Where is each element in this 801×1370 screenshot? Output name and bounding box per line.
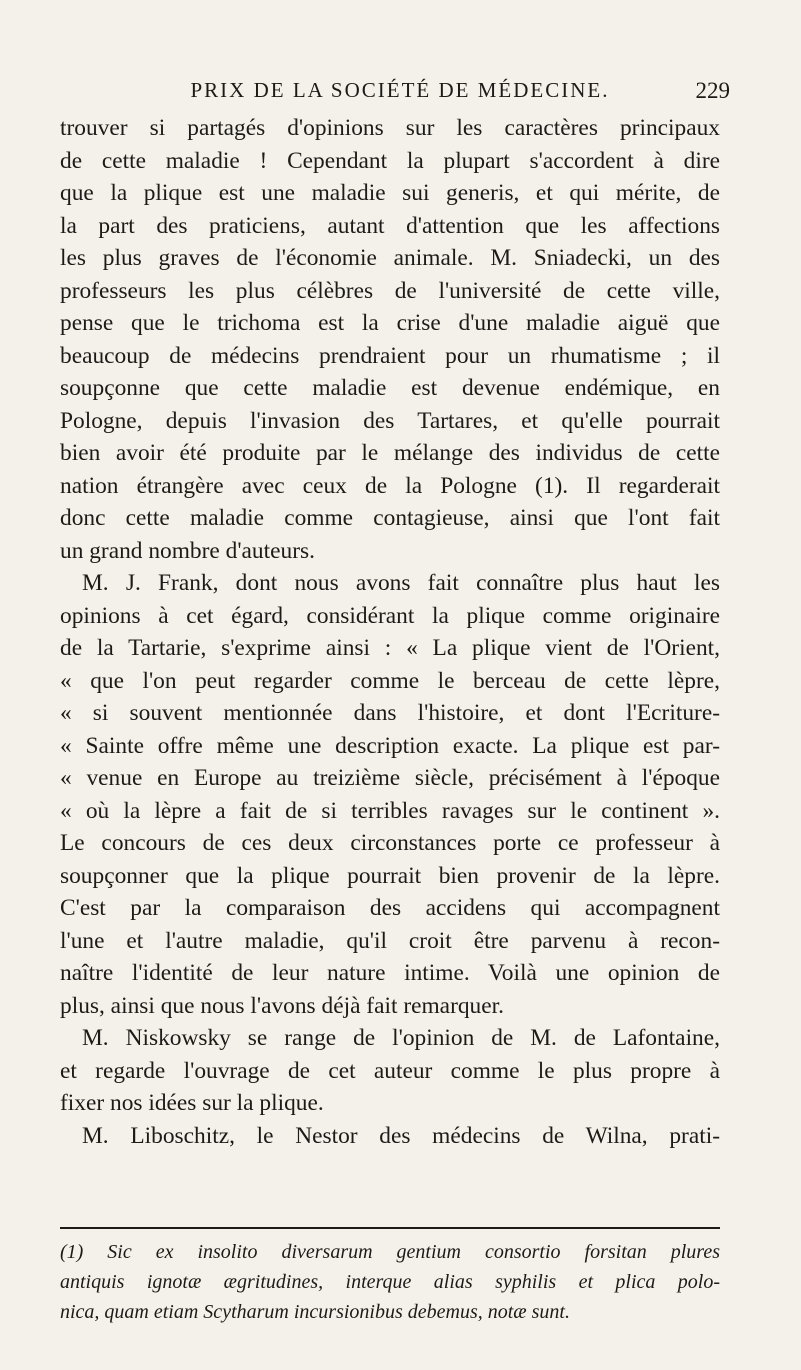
- text-line: Pologne, depuis l'invasion des Tartares, et qu'elle pourrait: [60, 407, 720, 434]
- text-line: que la plique est une maladie sui generis, et qui mérite, de: [60, 180, 720, 206]
- text-line: donc cette maladie comme contagieuse, ainsi que l'ont fait: [60, 505, 720, 531]
- text-line: nation étrangère avec ceux de la Pologne (1). Il regarderait: [60, 472, 720, 499]
- text-line: Le concours de ces deux circonstances porte ce professeur à: [60, 830, 720, 856]
- footnote-divider: [60, 1227, 720, 1229]
- running-head-title: PRIX DE LA SOCIÉTÉ DE MÉDECINE.: [190, 78, 610, 102]
- text-line: opinions à cet égard, considérant la plique comme originaire: [60, 602, 720, 629]
- text-line: bien avoir été produite par le mélange des individus de cette: [60, 440, 720, 466]
- footnote-line: antiquis ignotæ ægritudines, interque alias syphilis et plica polo-: [60, 1271, 720, 1293]
- text-line: « si souvent mentionnée dans l'histoire, et dont l'Ecriture-: [60, 700, 720, 726]
- text-line: C'est par la comparaison des accidens qui accompagnent: [60, 895, 720, 921]
- text-line: soupçonne que cette maladie est devenue endémique, en: [60, 375, 720, 401]
- text-line: de la Tartarie, s'exprime ainsi : « La plique vient de l'Orient,: [60, 635, 720, 661]
- footnote: [60, 1237, 720, 1327]
- text-line: plus, ainsi que nous l'avons déjà fait remarquer.: [60, 992, 504, 1019]
- text-line: et regarde l'ouvrage de cet auteur comme le plus propre à: [60, 1057, 720, 1084]
- text-line: beaucoup de médecins prendraient pour un rhumatisme ; il: [60, 342, 720, 369]
- text-line: soupçonner que la plique pourrait bien provenir de la lèpre.: [60, 862, 720, 889]
- text-line: fixer nos idées sur la plique.: [60, 1090, 324, 1116]
- text-line: M. Liboschitz, le Nestor des médecins de Wilna, prati-: [82, 1122, 720, 1149]
- text-line: les plus graves de l'économie animale. M. Sniadecki, un des: [60, 245, 720, 271]
- text-line: naître l'identité de leur nature intime. Voilà une opinion de: [60, 960, 720, 986]
- running-head: [140, 78, 730, 110]
- text-line: « où la lèpre a fait de si terribles ravages sur le continent ».: [60, 797, 720, 824]
- text-line: professeurs les plus célèbres de l'université de cette ville,: [60, 277, 720, 304]
- text-line: « Sainte offre même une description exacte. La plique est par-: [60, 732, 720, 759]
- text-line: « que l'on peut regarder comme le berceau de cette lèpre,: [60, 667, 720, 694]
- text-line: la part des praticiens, autant d'attention que les affections: [60, 212, 720, 239]
- body-text: [60, 112, 720, 1152]
- text-line: trouver si partagés d'opinions sur les caractères principaux: [60, 115, 720, 141]
- footnote-line: (1) Sic ex insolito diversarum gentium consortio forsitan plures: [60, 1241, 720, 1263]
- page-number: 229: [695, 78, 730, 103]
- footnote-line: nica, quam etiam Scytharum incursionibus debemus, notæ sunt.: [60, 1301, 570, 1323]
- text-line: un grand nombre d'auteurs.: [60, 537, 315, 564]
- text-line: « venue en Europe au treizième siècle, précisément à l'époque: [60, 765, 720, 791]
- text-line: M. Niskowsky se range de l'opinion de M. de Lafontaine,: [82, 1025, 720, 1051]
- text-line: pense que le trichoma est la crise d'une maladie aiguë que: [60, 310, 720, 336]
- text-line: l'une et l'autre maladie, qu'il croit être parvenu à recon-: [60, 927, 720, 954]
- text-line: de cette maladie ! Cependant la plupart s'accordent à dire: [60, 147, 720, 174]
- text-line: M. J. Frank, dont nous avons fait connaître plus haut les: [82, 570, 720, 596]
